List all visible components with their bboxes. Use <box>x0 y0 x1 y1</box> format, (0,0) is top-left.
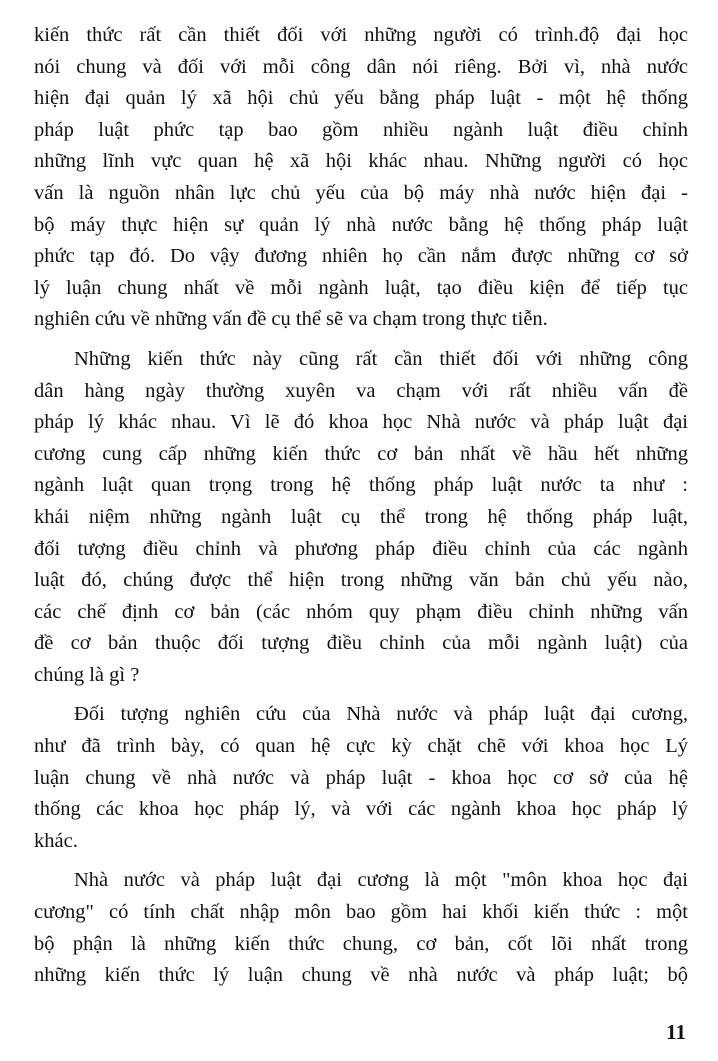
page-body <box>34 20 688 992</box>
text-line: vấn là nguồn nhân lực chủ yếu của bộ máy nhà nước hiện đại - <box>34 181 688 204</box>
text-line: Đối tượng nghiên cứu của Nhà nước và pháp luật đại cương, <box>74 703 688 726</box>
paragraph-4 <box>34 865 688 991</box>
text-line: như đã trình bày, có quan hệ cực kỳ chặt chẽ với khoa học Lý <box>34 735 688 758</box>
text-line: khác. <box>34 829 78 852</box>
text-line: pháp lý khác nhau. Vì lẽ đó khoa học Nhà nước và pháp luật đại <box>34 411 688 434</box>
text-line: dân hàng ngày thường xuyên va chạm với rất nhiều vấn đề <box>34 379 688 402</box>
paragraph-2 <box>34 344 688 692</box>
text-line: các chế định cơ bản (các nhóm quy phạm điều chỉnh những vấn <box>34 600 688 623</box>
text-line: lý luận chung nhất về mỗi ngành luật, tạo điều kiện để tiếp tục <box>34 276 688 299</box>
text-line: ngành luật quan trọng trong hệ thống pháp luật nước ta như : <box>34 474 688 497</box>
text-line: Nhà nước và pháp luật đại cương là một "môn khoa học đại <box>74 869 688 892</box>
paragraph-3 <box>34 699 688 857</box>
text-line: hiện đại quản lý xã hội chủ yếu bằng pháp luật - một hệ thống <box>34 87 688 110</box>
text-line: cương" có tính chất nhập môn bao gồm hai khối kiến thức : một <box>34 901 688 924</box>
text-line: những kiến thức lý luận chung về nhà nước và pháp luật; bộ <box>34 964 688 987</box>
text-line: luật đó, chúng được thể hiện trong những văn bản chủ yếu nào, <box>34 569 688 592</box>
text-line: thống các khoa học pháp lý, và với các ngành khoa học pháp lý <box>34 798 688 821</box>
text-line: bộ máy thực hiện sự quản lý nhà nước bằng hệ thống pháp luật <box>34 213 688 236</box>
text-line: phức tạp đó. Do vậy đương nhiên họ cần nắm được những cơ sở <box>34 245 688 268</box>
text-line: đề cơ bản thuộc đối tượng điều chỉnh của mỗi ngành luật) của <box>34 632 688 655</box>
text-line: pháp luật phức tạp bao gồm nhiều ngành luật điều chỉnh <box>34 118 688 141</box>
text-line: khái niệm những ngành luật cụ thể trong hệ thống pháp luật, <box>34 505 688 528</box>
paragraph-1 <box>34 20 688 336</box>
text-line: những lĩnh vực quan hệ xã hội khác nhau. Những người có học <box>34 150 688 173</box>
text-line: đối tượng điều chỉnh và phương pháp điều chỉnh của các ngành <box>34 537 688 560</box>
text-line: nghiên cứu về những vấn đề cụ thể sẽ va chạm trong thực tiễn. <box>34 308 548 331</box>
text-line: kiến thức rất cần thiết đối với những người có trình.độ đại học <box>34 24 688 46</box>
text-line: cương cung cấp những kiến thức cơ bản nhất về hầu hết những <box>34 442 688 465</box>
text-line: chúng là gì ? <box>34 663 140 686</box>
text-line: Những kiến thức này cũng rất cần thiết đối với những công <box>74 347 688 370</box>
text-line: bộ phận là những kiến thức chung, cơ bản, cốt lõi nhất trong <box>34 932 688 955</box>
text-line: luận chung về nhà nước và pháp luật - khoa học cơ sở của hệ <box>34 766 688 789</box>
page-number: 11 <box>666 1020 686 1044</box>
text-line: nói chung và đối với mỗi công dân nói riêng. Bởi vì, nhà nước <box>34 55 688 78</box>
